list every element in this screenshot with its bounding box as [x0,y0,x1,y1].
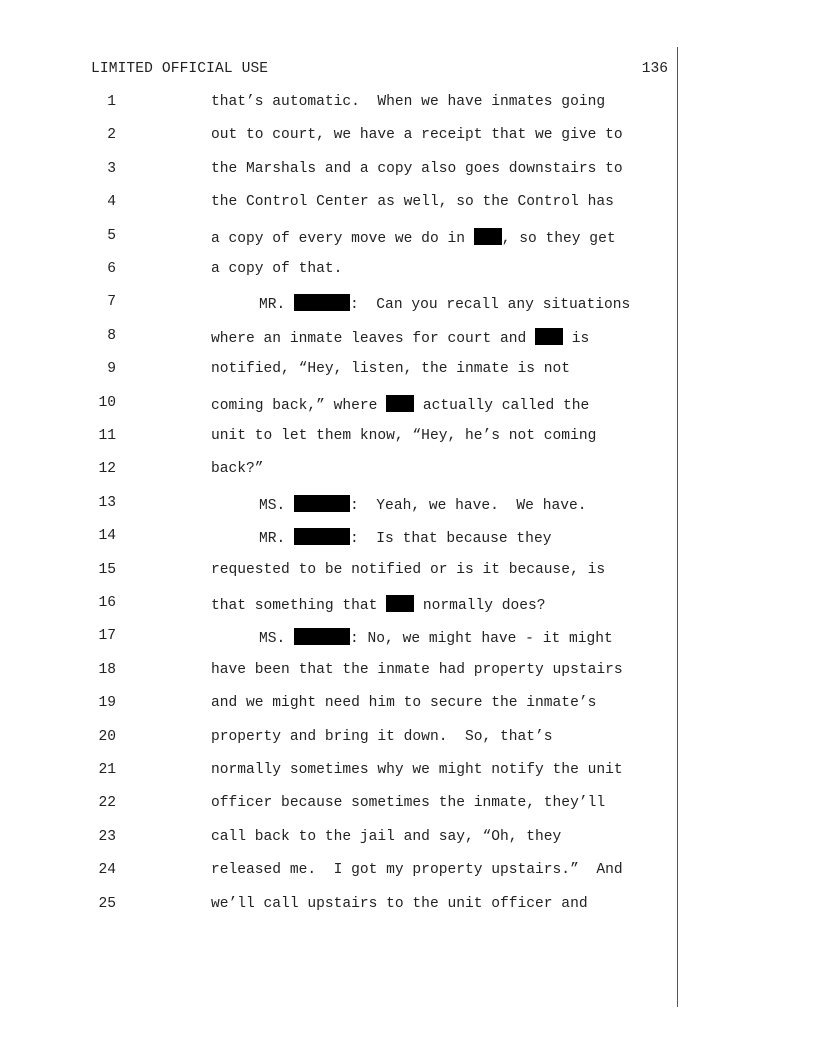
text-segment: : Is that because they [350,531,552,548]
line-text [211,395,589,414]
line-text [211,896,588,912]
text-segment: officer because sometimes the inmate, they’ll [211,795,606,812]
line-number: 6 [107,261,116,277]
redaction-box [294,495,350,512]
line-number: 13 [98,494,116,511]
text-segment: MS. [259,497,295,514]
line-text [211,562,605,578]
line-number: 4 [107,194,116,211]
line-text [211,528,551,547]
transcript-line [0,695,680,715]
text-segment: : No, we might have - it might [350,631,613,648]
line-number: 7 [107,294,116,311]
text-segment: MR. [259,297,295,314]
text-segment: property and bring it down. So, that’s [211,728,553,745]
transcript-line [0,228,680,248]
transcript-line [0,94,680,114]
line-number: 20 [98,728,116,745]
line-number: 2 [107,127,116,144]
text-segment: , so they get [501,230,616,247]
line-number: 18 [98,661,116,678]
line-number: 24 [98,862,116,879]
text-segment: MR. [259,531,295,548]
text-segment: is [563,330,590,347]
line-number: 12 [98,461,116,478]
transcript-line [0,595,680,615]
line-number: 9 [107,361,116,378]
redaction-box [386,595,414,612]
line-number: 1 [107,94,116,110]
line-text [211,194,614,210]
transcript-line [0,495,680,515]
line-text [211,294,630,313]
text-segment: back?” [211,461,264,478]
transcript-line [0,896,680,916]
classification-marking: LIMITED OFFICIAL USE [91,61,269,77]
text-segment: requested to be notified or is it because, is [211,561,606,578]
line-text [211,795,605,811]
transcript-line [0,194,680,214]
line-number: 5 [107,227,116,244]
text-segment: that’s automatic. When we have inmates going [211,94,606,110]
line-number: 11 [98,428,116,444]
text-segment: released me. I got my property upstairs.” And [211,862,623,879]
redaction-box [386,395,414,412]
line-number: 23 [98,828,116,845]
text-segment: where an inmate leaves for court and [211,330,536,347]
text-segment: out to court, we have a receipt that we give to [211,127,623,144]
transcript-line [0,294,680,314]
transcript-line [0,328,680,348]
text-segment: actually called the [414,397,590,414]
line-text [211,127,623,143]
transcript-line [0,261,680,281]
line-text [211,695,596,711]
line-number: 19 [98,695,116,712]
text-segment: call back to the jail and say, “Oh, they [211,828,562,845]
line-text [211,261,342,277]
text-segment: a copy of that. [211,261,343,277]
transcript-line [0,428,680,448]
text-segment: unit to let them know, “Hey, he’s not coming [211,428,597,444]
text-segment: the Marshals and a copy also goes downstairs to [211,160,623,177]
transcript-line [0,729,680,749]
line-number: 16 [98,595,116,611]
line-number: 10 [98,394,116,411]
transcript-line [0,662,680,682]
text-segment: have been that the inmate had property upstairs [211,661,623,678]
line-text [211,461,264,477]
text-segment: that something that [211,598,387,614]
line-text [211,94,605,110]
text-segment: the Control Center as well, so the Control has [211,194,614,211]
line-text [211,495,587,514]
text-segment: normally sometimes why we might notify the unit [211,762,623,778]
page-number: 136 [641,61,668,77]
line-number: 25 [98,895,116,912]
line-text [211,729,553,745]
transcript-line [0,795,680,815]
text-segment: : Can you recall any situations [350,297,631,314]
text-segment: normally does? [414,598,546,614]
line-text [211,762,623,778]
line-text [211,829,561,845]
transcript-line [0,161,680,181]
text-segment: notified, “Hey, listen, the inmate is not [211,361,571,378]
transcript-line [0,461,680,481]
redaction-box [474,228,502,245]
redaction-box [294,628,350,645]
redaction-box [294,294,350,311]
line-text [211,161,623,177]
transcript-line [0,528,680,548]
line-text [211,662,623,678]
transcript-line [0,862,680,882]
transcript-line [0,762,680,782]
text-segment: we’ll call upstairs to the unit officer and [211,895,588,912]
transcript-line [0,562,680,582]
line-number: 15 [98,561,116,578]
transcript-line [0,361,680,381]
transcript-line [0,395,680,415]
text-segment: : Yeah, we have. We have. [350,497,587,514]
line-number: 17 [98,628,116,645]
redaction-box [294,528,350,545]
line-text [211,428,596,444]
transcript-line [0,628,680,648]
transcript-line [0,829,680,849]
text-segment: and we might need him to secure the inmate’s [211,695,597,712]
line-number: 14 [98,528,116,545]
line-text [211,862,623,878]
line-number: 21 [98,762,116,778]
line-text [211,595,546,614]
line-text [211,228,616,247]
line-number: 22 [98,795,116,812]
line-text [211,361,570,377]
line-number: 3 [107,160,116,177]
transcript-line [0,127,680,147]
line-number: 8 [107,327,116,344]
text-segment: MS. [259,631,295,648]
text-segment: coming back,” where [211,397,387,414]
line-text [211,328,589,347]
redaction-box [535,328,563,345]
line-text [211,628,613,647]
text-segment: a copy of every move we do in [211,230,474,247]
